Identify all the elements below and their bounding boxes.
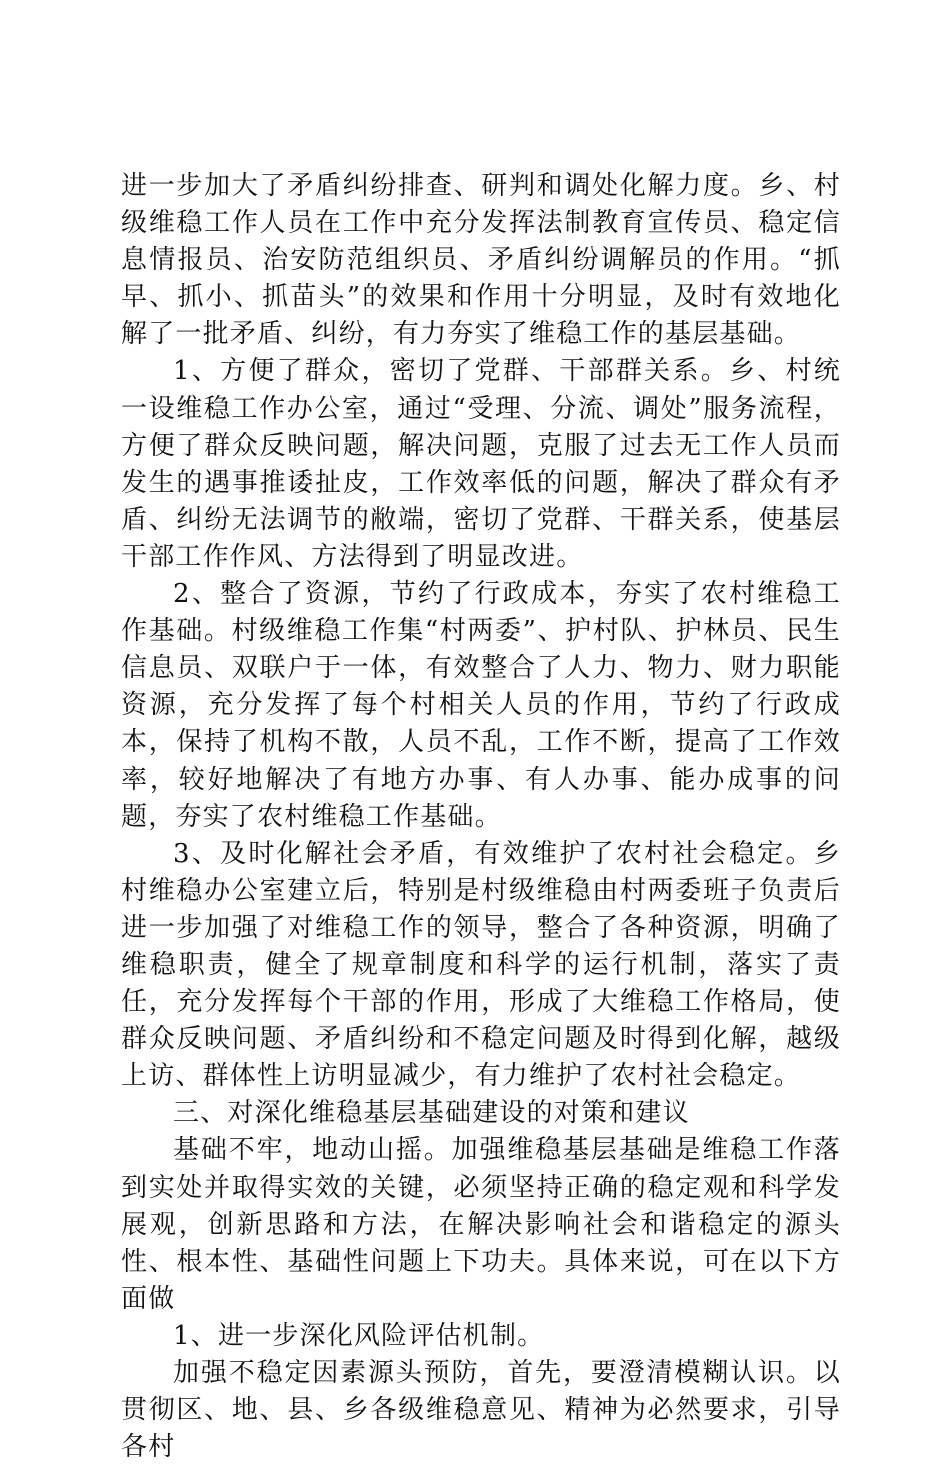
paragraph-intro: 基础不牢，地动山摇。加强维稳基层基础是维稳工作落到实处并取得实效的关键，必须坚持正确的稳定观和科学发展观，创新思路和方法，在解决影响社会和谐稳定的源头性、根本性、基础性问题上下功夫。具体来说，可在以下方面做 [121, 1135, 841, 1314]
document-body [121, 168, 841, 1466]
paragraph-item-3: 3、及时化解社会矛盾，有效维护了农村社会稳定。乡村维稳办公室建立后，特别是村级维稳由村两委班子负责后进一步加强了对维稳工作的领导，整合了各种资源，明确了维稳职责，健全了规章制度和科学的运行机制，落实了责任，充分发挥每个干部的作用，形成了大维稳工作格局，使群众反映问题、矛盾纠纷和不稳定问题及时得到化解，越级上访、群体性上访明显减少，有力维护了农村社会稳定。 [121, 838, 841, 1092]
paragraph-continuation: 进一步加大了矛盾纠纷排查、研判和调处化解力度。乡、村级维稳工作人员在工作中充分发挥法制教育宣传员、稳定信息情报员、治安防范组织员、矛盾纠纷调解员的作用。“抓早、抓小、抓苗头”的效果和作用十分明显，及时有效地化解了一批矛盾、纠纷，有力夯实了维稳工作的基层基础。 [121, 171, 841, 350]
section-heading-3: 三、对深化维稳基层基础建设的对策和建议 [173, 1098, 690, 1129]
subheading-1: 1、进一步深化风险评估机制。 [173, 1320, 545, 1351]
paragraph-item-1: 1、方便了群众，密切了党群、干部群关系。乡、村统一设维稳工作办公室，通过“受理、分流、调处”服务流程，方便了群众反映问题，解决问题，克服了过去无工作人员而发生的遇事推诿扯皮，工作效率低的问题，解决了群众有矛盾、纠纷无法调节的敝端，密切了党群、干群关系，使基层干部工作作风、方法得到了明显改进。 [121, 356, 841, 572]
paragraph-item-2: 2、整合了资源，节约了行政成本，夯实了农村维稳工作基础。村级维稳工作集“村两委”、护村队、护林员、民生信息员、双联户于一体，有效整合了人力、物力、财力职能资源，充分发挥了每个村相关人员的作用，节约了行政成本，保持了机构不散，人员不乱，工作不断，提高了工作效率，较好地解决了有地方办事、有人办事、能办成事的问题，夯实了农村维稳工作基础。 [121, 579, 841, 832]
paragraph-risk: 加强不稳定因素源头预防，首先，要澄清模糊认识。以贯彻区、地、县、乡各级维稳意见、精神为必然要求，引导各村 [121, 1358, 841, 1463]
